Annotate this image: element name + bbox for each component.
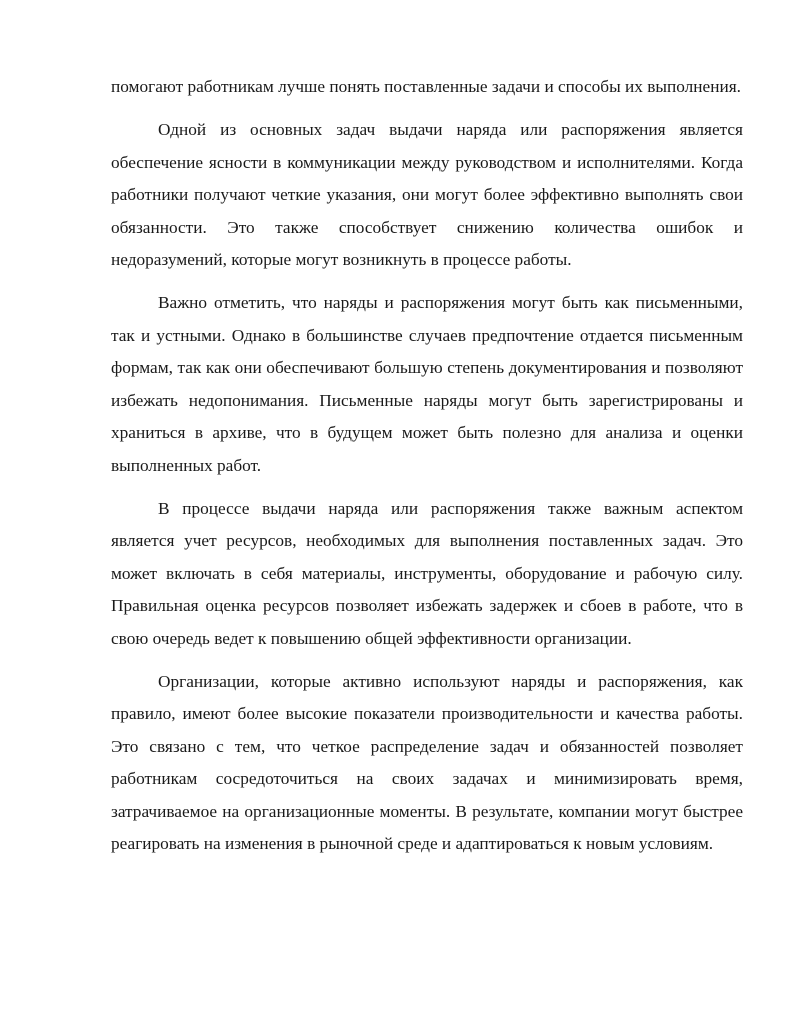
paragraph-resource-accounting: В процессе выдачи наряда или распоряжения также важным аспектом является учет ресурсов, необходимых для выполнения поставленных задач. Это может включать в себя материалы, инструменты, оборудование и рабочую силу. Правильная оценка ресурсов позволяет избежать задержек и сбоев в работе, что в свою очередь ведет к повышению общей эффективности организации. (111, 498, 743, 648)
paragraph-organization-efficiency: Организации, которые активно используют наряды и распоряжения, как правило, имеют более высокие показатели производительности и качества работы. Это связано с тем, что четкое распределение задач и обязанностей позволяет работникам сосредоточиться на своих задачах и минимизировать время, затрачиваемое на организационные моменты. В результате, компании могут быстрее реагировать на изменения в рыночной среде и адаптироваться к новым условиям. (111, 671, 743, 853)
paragraph-continued: помогают работникам лучше понять поставленные задачи и способы их выполнения. (111, 77, 741, 96)
paragraph-written-oral-forms: Важно отметить, что наряды и распоряжения могут быть как письменными, так и устными. Однако в большинстве случаев предпочтение отдается письменным формам, так как они обеспечивают большую степень документирования и позволяют избежать недопонимания. Письменные наряды могут быть зарегистрированы и храниться в архиве, что в будущем может быть полезно для анализа и оценки выполненных работ. (111, 293, 743, 475)
document-body (111, 71, 743, 871)
paragraph-communication-clarity: Одной из основных задач выдачи наряда или распоряжения является обеспечение ясности в коммуникации между руководством и исполнителями. Когда работники получают четкие указания, они могут более эффективно выполнять свои обязанности. Это также способствует снижению количества ошибок и недоразумений, которые могут возникнуть в процессе работы. (111, 120, 743, 269)
